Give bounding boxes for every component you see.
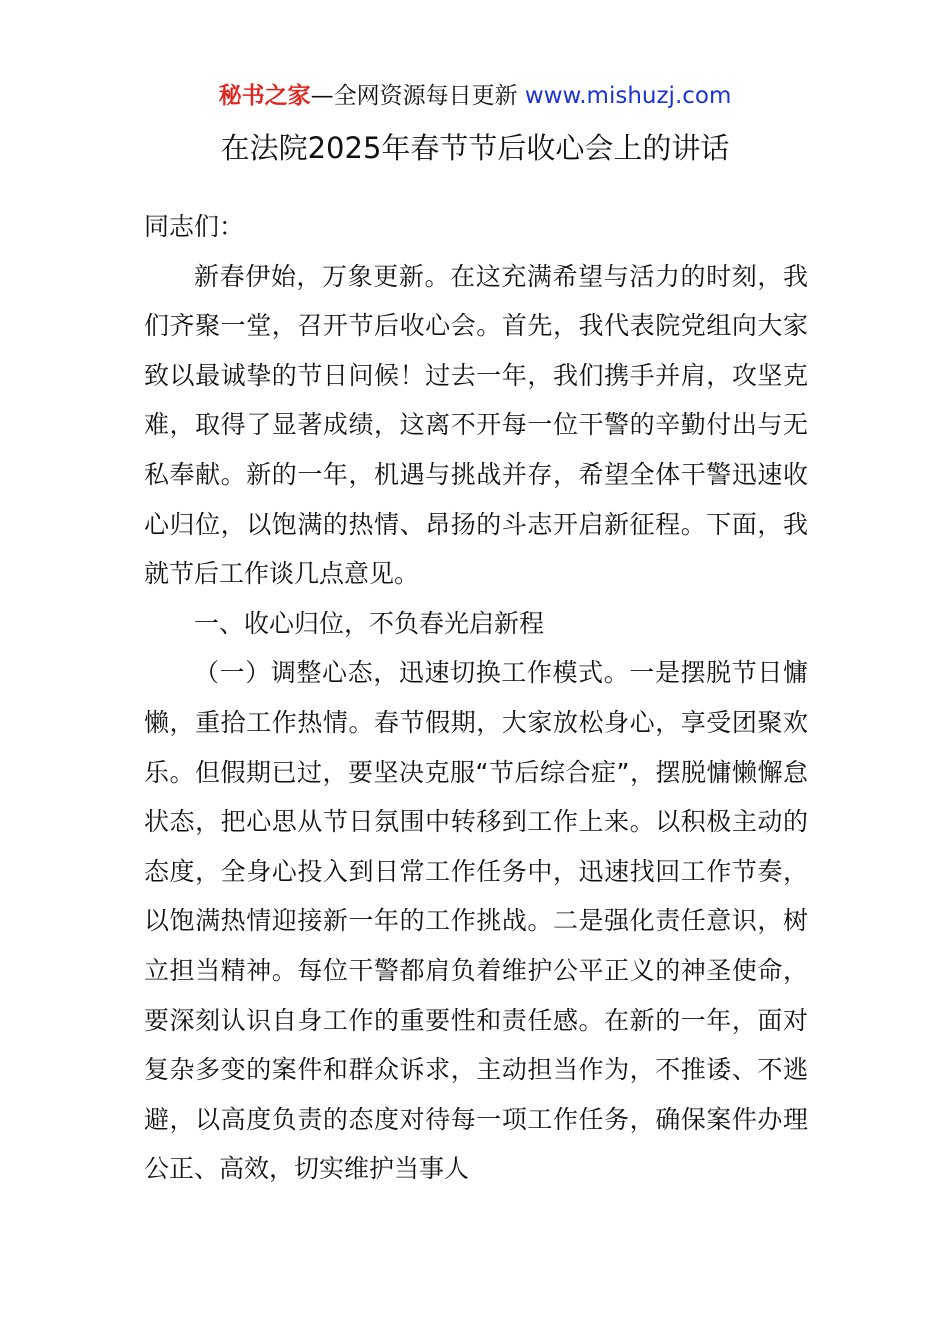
site-tagline: —全网资源每日更新 [310,83,525,109]
document-body [144,202,808,1194]
site-brand: 秘书之家 [218,83,311,109]
site-header [0,80,950,112]
section-heading: 一、收心归位，不负春光启新程 [194,608,545,638]
site-url-link[interactable]: www.mishuzj.com [524,83,732,109]
paragraph-section-1-1: （一）调整心态，迅速切换工作模式。一是摆脱节日慵懒，重拾工作热情。春节假期，大家放松身心，享受团聚欢乐。但假期已过，要坚决克服“节后综合症”，摆脱慵懒懈怠状态，把心思从节日氛围中转移到工作上来。以积极主动的态度，全身心投入到日常工作任务中，迅速找回工作节奏，以饱满热情迎接新一年的工作挑战。二是强化责任意识，树立担当精神。每位干警都肩负着维护公平正义的神圣使命，要深刻认识自身工作的重要性和责任感。在新的一年，面对复杂多变的案件和群众诉求，主动担当作为，不推诿、不逃避，以高度负责的态度对待每一项工作任务，确保案件办理公正、高效，切实维护当事人 [144,658,808,1184]
paragraph-intro: 新春伊始，万象更新。在这充满希望与活力的时刻，我们齐聚一堂，召开节后收心会。首先，我代表院党组向大家致以最诚挚的节日问候！过去一年，我们携手并肩，攻坚克难，取得了显著成绩，这离不开每一位干警的辛勤付出与无私奉献。新的一年，机遇与挑战并存，希望全体干警迅速收心归位，以饱满的热情、昂扬的斗志开启新征程。下面，我就节后工作谈几点意见。 [144,261,808,589]
document-title: 在法院2025年春节节后收心会上的讲话 [220,131,730,165]
salutation: 同志们： [144,212,245,241]
